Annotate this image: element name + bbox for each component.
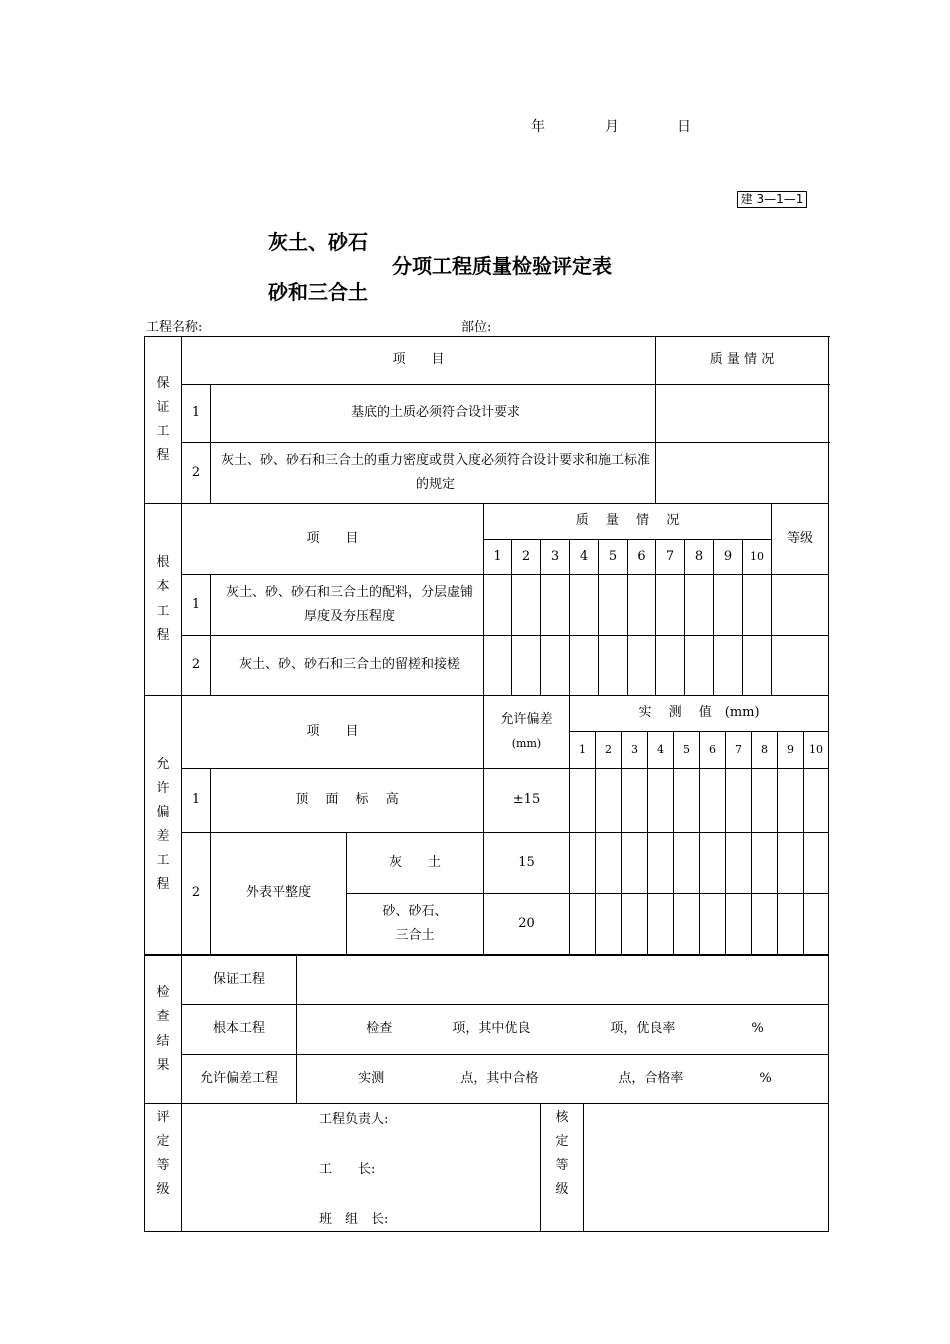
cell[interactable] xyxy=(628,575,656,636)
cell[interactable] xyxy=(628,636,656,696)
tolerance-row-1-no: 1 xyxy=(182,769,211,833)
guarantee-row-1-quality[interactable] xyxy=(656,385,829,443)
tol-num-10: 10 xyxy=(804,732,829,769)
date-year: 年 xyxy=(531,119,545,135)
check-basic-label: 根本工程 xyxy=(182,1005,297,1055)
cell[interactable] xyxy=(752,894,778,955)
guarantee-row-2-text: 灰土、砂、砂石和三合土的重力密度或贯入度必须符合设计要求和施工标准的规定 xyxy=(211,443,656,504)
cell[interactable] xyxy=(726,769,752,833)
tolerance-row-2-sub-2: 砂、砂石、 三合土 xyxy=(347,894,484,955)
basic-num-10: 10 xyxy=(743,540,772,575)
basic-row-2-grade[interactable] xyxy=(772,636,829,696)
basic-row-2-text: 灰土、砂、砂石和三合土的留槎和接槎 xyxy=(211,636,484,696)
basic-num-1: 1 xyxy=(484,540,512,575)
guarantee-row-1-text: 基底的土质必须符合设计要求 xyxy=(211,385,656,443)
tolerance-row-2-text: 外表平整度 xyxy=(211,833,347,955)
cell[interactable] xyxy=(648,769,674,833)
tol-num-3: 3 xyxy=(622,732,648,769)
cell[interactable] xyxy=(726,833,752,894)
tol-num-9: 9 xyxy=(778,732,804,769)
cell[interactable] xyxy=(648,894,674,955)
guarantee-item-header: 项 目 xyxy=(182,337,656,385)
cell[interactable] xyxy=(700,833,726,894)
basic-num-5: 5 xyxy=(599,540,628,575)
basic-section-label: 根 本 工 程 xyxy=(145,504,182,696)
basic-num-3: 3 xyxy=(541,540,570,575)
check-tolerance-label: 允许偏差工程 xyxy=(182,1055,297,1104)
project-name-label: 工程名称: xyxy=(146,320,203,335)
rating-section-label: 评 定 等 级 xyxy=(145,1104,182,1232)
cell[interactable] xyxy=(570,575,599,636)
check-table xyxy=(144,955,829,1104)
check-section-label: 检 查 结 果 xyxy=(145,956,182,1104)
inspection-table xyxy=(144,336,829,696)
guarantee-row-1-no: 1 xyxy=(182,385,211,443)
basic-num-4: 4 xyxy=(570,540,599,575)
cell[interactable] xyxy=(674,769,700,833)
cell[interactable] xyxy=(778,894,804,955)
cell[interactable] xyxy=(570,894,596,955)
tolerance-row-2-sub-1: 灰 土 xyxy=(347,833,484,894)
page-title: 分项工程质量检验评定表 xyxy=(392,254,612,278)
tolerance-measured-header: 实 测 值 (mm) xyxy=(570,696,829,732)
guarantee-quality-header: 质 量 情 况 xyxy=(656,337,829,385)
cell[interactable] xyxy=(726,894,752,955)
cell[interactable] xyxy=(804,894,829,955)
tolerance-table xyxy=(144,695,829,955)
basic-num-8: 8 xyxy=(685,540,714,575)
cell[interactable] xyxy=(743,575,772,636)
cell[interactable] xyxy=(700,894,726,955)
tol-num-5: 5 xyxy=(674,732,700,769)
cell[interactable] xyxy=(596,769,622,833)
rating-signatures xyxy=(182,1104,541,1232)
tol-num-2: 2 xyxy=(596,732,622,769)
guarantee-section-label: 保 证 工 程 xyxy=(145,337,182,504)
cell[interactable] xyxy=(596,833,622,894)
verify-label: 核 定 等 级 xyxy=(541,1104,584,1232)
cell[interactable] xyxy=(674,894,700,955)
title-line-1: 灰土、砂石 xyxy=(268,230,368,254)
cell[interactable] xyxy=(512,575,541,636)
cell[interactable] xyxy=(778,833,804,894)
cell[interactable] xyxy=(648,833,674,894)
basic-row-1-grade[interactable] xyxy=(772,575,829,636)
form-code: 建 3—1—1 xyxy=(737,191,807,208)
cell[interactable] xyxy=(570,833,596,894)
cell[interactable] xyxy=(512,636,541,696)
check-tolerance-text: 实测 点，其中合格 点，合格率 % xyxy=(297,1055,829,1104)
tolerance-row-2-no: 2 xyxy=(182,833,211,955)
guarantee-row-2-quality[interactable] xyxy=(656,443,829,504)
tol-num-7: 7 xyxy=(726,732,752,769)
rating-table xyxy=(144,1103,829,1232)
cell[interactable] xyxy=(622,769,648,833)
cell[interactable] xyxy=(570,636,599,696)
cell[interactable] xyxy=(685,636,714,696)
leader-label: 工程负责人: xyxy=(319,1112,389,1127)
cell[interactable] xyxy=(484,636,512,696)
cell[interactable] xyxy=(778,769,804,833)
basic-row-2-no: 2 xyxy=(182,636,211,696)
basic-num-9: 9 xyxy=(714,540,743,575)
tolerance-row-2-allow-1: 15 xyxy=(484,833,570,894)
tol-num-4: 4 xyxy=(648,732,674,769)
basic-num-7: 7 xyxy=(656,540,685,575)
basic-row-1-no: 1 xyxy=(182,575,211,636)
cell[interactable] xyxy=(599,636,628,696)
cell[interactable] xyxy=(541,636,570,696)
check-basic-text: 检查 项，其中优良 项，优良率 % xyxy=(297,1005,829,1055)
tol-num-1: 1 xyxy=(570,732,596,769)
tolerance-row-1-allow: ±15 xyxy=(484,769,570,833)
basic-num-6: 6 xyxy=(628,540,656,575)
date-day: 日 xyxy=(677,119,691,135)
cell[interactable] xyxy=(700,769,726,833)
team-leader-label: 班 组 长: xyxy=(319,1212,389,1227)
tol-num-6: 6 xyxy=(700,732,726,769)
tolerance-item-header: 项 目 xyxy=(182,696,484,769)
cell[interactable] xyxy=(596,894,622,955)
tolerance-allow-header: 允许偏差 (mm) xyxy=(484,696,570,769)
cell[interactable] xyxy=(484,575,512,636)
cell[interactable] xyxy=(714,575,743,636)
cell[interactable] xyxy=(804,833,829,894)
cell[interactable] xyxy=(622,833,648,894)
check-guarantee-label: 保证工程 xyxy=(182,956,297,1005)
tolerance-row-2-allow-2: 20 xyxy=(484,894,570,955)
tol-num-8: 8 xyxy=(752,732,778,769)
title-line-2: 砂和三合土 xyxy=(268,280,368,304)
cell[interactable] xyxy=(570,769,596,833)
cell[interactable] xyxy=(599,575,628,636)
cell[interactable] xyxy=(685,575,714,636)
cell[interactable] xyxy=(656,636,685,696)
cell[interactable] xyxy=(752,769,778,833)
location-label: 部位: xyxy=(461,320,492,335)
tolerance-section-label: 允 许 偏 差 工 程 xyxy=(145,696,182,955)
check-guarantee-value[interactable] xyxy=(297,956,829,1005)
cell[interactable] xyxy=(656,575,685,636)
cell[interactable] xyxy=(674,833,700,894)
basic-quality-header: 质 量 情 况 xyxy=(484,504,772,540)
cell[interactable] xyxy=(541,575,570,636)
cell[interactable] xyxy=(743,636,772,696)
guarantee-row-2-no: 2 xyxy=(182,443,211,504)
cell[interactable] xyxy=(804,769,829,833)
basic-num-2: 2 xyxy=(512,540,541,575)
cell[interactable] xyxy=(752,833,778,894)
verify-value[interactable] xyxy=(584,1104,829,1232)
cell[interactable] xyxy=(622,894,648,955)
date-month: 月 xyxy=(605,119,619,135)
basic-row-1-text: 灰土、砂、砂石和三合土的配料，分层虚铺厚度及夯压程度 xyxy=(211,575,484,636)
basic-item-header: 项 目 xyxy=(182,504,484,575)
tolerance-row-1-text: 顶 面 标 高 xyxy=(211,769,484,833)
foreman-label: 工 长: xyxy=(319,1162,376,1177)
cell[interactable] xyxy=(714,636,743,696)
basic-grade-header: 等级 xyxy=(772,504,829,575)
